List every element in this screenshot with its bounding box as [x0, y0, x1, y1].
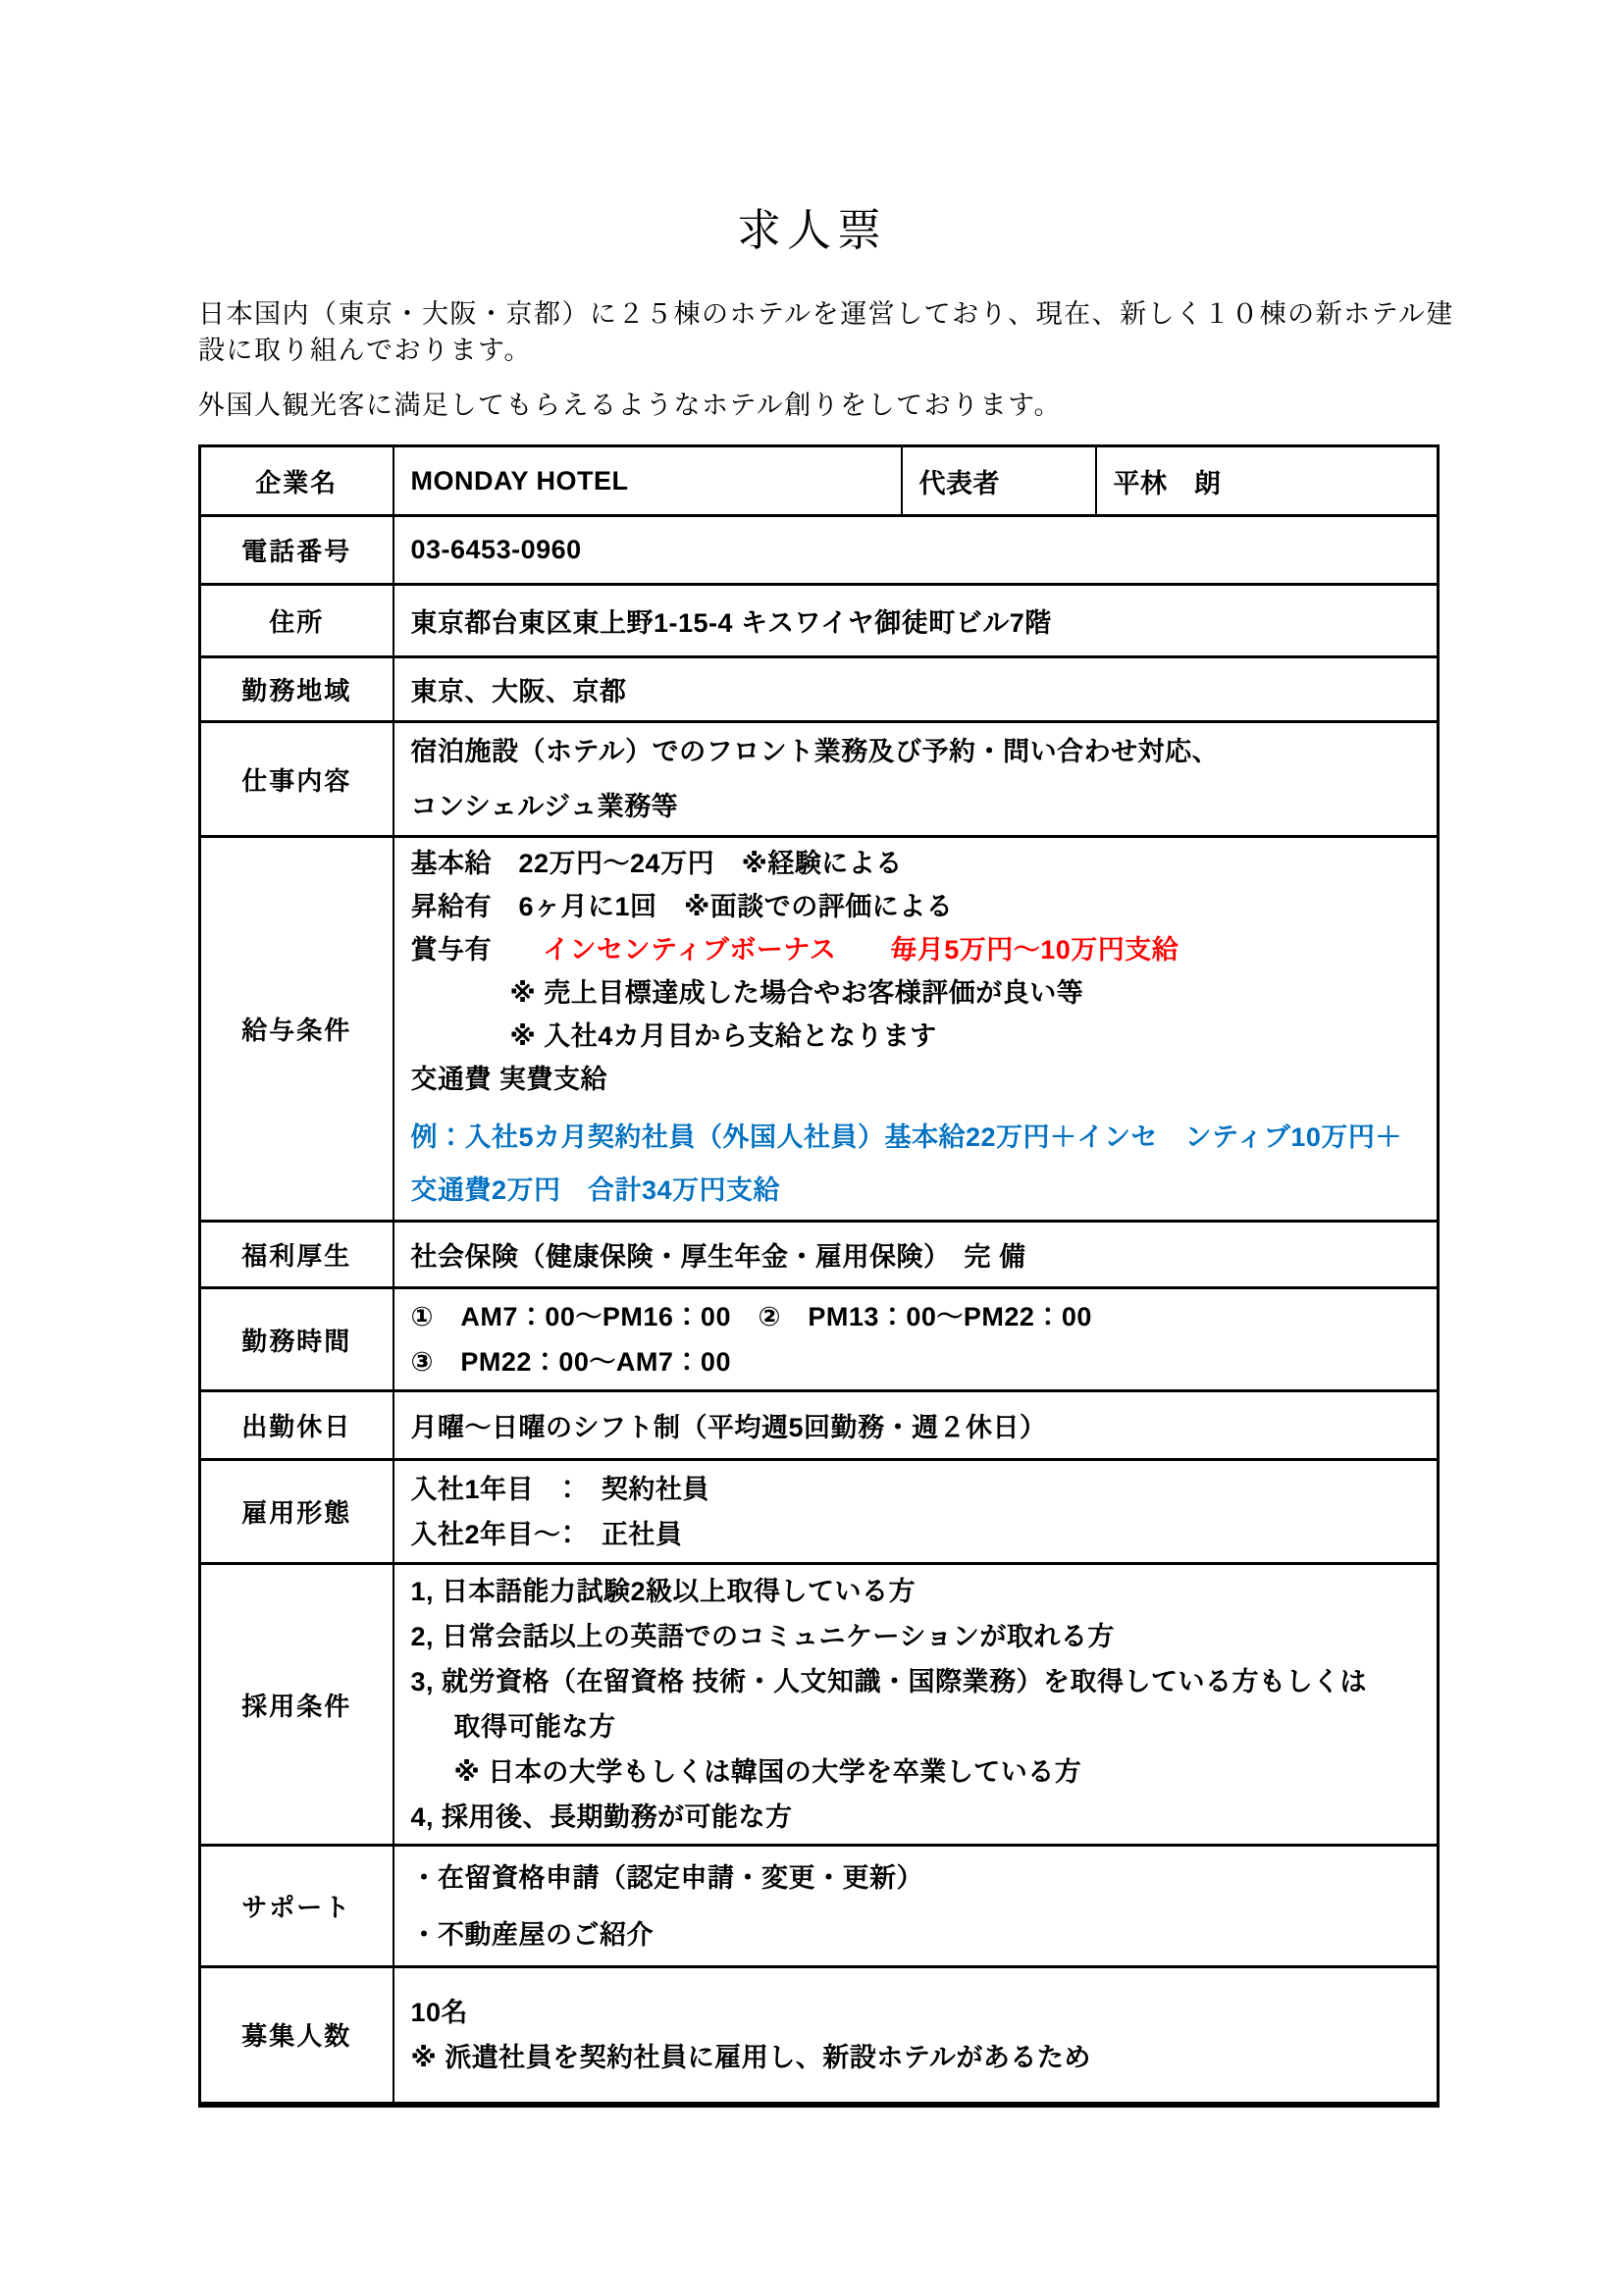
intro-paragraph-1: 日本国内（東京・大阪・京都）に２５棟のホテルを運営しており、現在、新しく１０棟の新ホテル建設に取り組んでおります。: [198, 299, 1454, 365]
support-value: [393, 1846, 1439, 1967]
table-row-welfare: [200, 1222, 1439, 1288]
salary-bonus-prefix: 賞与有: [410, 934, 492, 965]
requirements-item-3: 3, 就労資格（在留資格 技術・人文知識・国際業務）を取得している方もしくは: [410, 1667, 1368, 1696]
job-description-line-1: 宿泊施設（ホテル）でのフロント業務及び予約・問い合わせ対応、: [410, 737, 1220, 766]
salary-bonus-note-2: ※ 入社4カ月目から支給となります: [509, 1020, 937, 1051]
support-label: サポート: [200, 1846, 393, 1967]
table-row-requirements: [200, 1564, 1439, 1846]
employment-type-line-1: 入社1年目 ： 契約社員: [410, 1474, 710, 1504]
support-line-1: ・在留資格申請（認定申請・変更・更新）: [410, 1862, 923, 1893]
table-row-job-description: [200, 722, 1439, 837]
working-hours-value: [393, 1288, 1439, 1391]
phone-value: 03-6453-0960: [393, 516, 1439, 585]
table-row-employment-type: [200, 1460, 1439, 1564]
requirements-value: [393, 1564, 1439, 1846]
work-area-label: 勤務地域: [200, 657, 393, 722]
salary-base-line: 基本給 22万円～24万円 ※経験による: [410, 848, 903, 878]
job-description-line-2: コンシェルジュ業務等: [410, 792, 679, 821]
employment-type-value: [393, 1460, 1439, 1564]
table-row-working-hours: [200, 1288, 1439, 1391]
working-hours-line-2: ③ PM22：00～AM7：00: [410, 1347, 731, 1377]
document-title: 求人票: [736, 205, 887, 256]
salary-transport-line: 交通費 実費支給: [410, 1064, 608, 1094]
table-row-company: [200, 446, 1439, 516]
job-description-label: 仕事内容: [200, 722, 393, 837]
salary-example-line-2: 交通費2万円 合計34万円支給: [410, 1174, 781, 1205]
representative-label: 代表者: [902, 446, 1096, 516]
intro-paragraph-2: 外国人観光客に満足してもらえるようなホテル創りをしております。: [198, 391, 1062, 420]
working-hours-label: 勤務時間: [200, 1288, 393, 1391]
salary-example-block: [411, 1111, 1428, 1217]
salary-label: 給与条件: [200, 837, 393, 1222]
table-row-address: [200, 585, 1439, 657]
work-area-value: 東京、大阪、京都: [393, 657, 1439, 722]
intro-section: [198, 296, 1464, 424]
requirements-item-3-note: ※ 日本の大学もしくは韓国の大学を卒業している方: [453, 1757, 1082, 1787]
recruit-count-value: [393, 1967, 1439, 2105]
employment-type-line-2: 入社2年目～： 正社員: [410, 1519, 683, 1549]
recruit-count-line-2: ※ 派遣社員を契約社員に雇用し、新設ホテルがあるため: [410, 2042, 1091, 2072]
support-line-2: ・不動産屋のご紹介: [410, 1919, 654, 1950]
salary-example-line-1: 例：入社5カ月契約社員（外国人社員）基本給22万円＋インセ ンティブ10万円＋: [410, 1121, 1402, 1152]
employment-type-label: 雇用形態: [200, 1460, 393, 1564]
company-label: 企業名: [200, 446, 393, 516]
requirements-label: 採用条件: [200, 1564, 393, 1846]
table-row-holidays: [200, 1391, 1439, 1460]
holidays-label: 出勤休日: [200, 1391, 393, 1460]
requirements-item-3-continued: 取得可能な方: [453, 1712, 616, 1742]
company-value: MONDAY HOTEL: [393, 446, 902, 516]
job-posting-table: [198, 444, 1440, 2108]
representative-value: 平林 朗: [1096, 446, 1439, 516]
holidays-value: 月曜～日曜のシフト制（平均週5回勤務・週２休日）: [393, 1391, 1439, 1460]
salary-bonus-line: [411, 928, 1428, 971]
address-label: 住所: [200, 585, 393, 657]
address-value: 東京都台東区東上野1-15-4 キスワイヤ御徒町ビル7階: [393, 585, 1439, 657]
salary-value: [393, 837, 1439, 1222]
phone-label: 電話番号: [200, 516, 393, 585]
working-hours-line-1: ① AM7：00～PM16：00 ② PM13：00～PM22：00: [410, 1302, 1092, 1331]
requirements-item-2: 2, 日常会話以上の英語でのコミュニケーションが取れる方: [410, 1622, 1115, 1651]
welfare-label: 福利厚生: [200, 1222, 393, 1288]
job-description-value: [393, 722, 1439, 837]
recruit-count-line-1: 10名: [410, 1997, 469, 2027]
table-row-work-area: [200, 657, 1439, 722]
table-row-phone: [200, 516, 1439, 585]
salary-bonus-note-1: ※ 売上目標達成した場合やお客様評価が良い等: [509, 977, 1084, 1008]
requirements-item-1: 1, 日本語能力試験2級以上取得している方: [410, 1577, 917, 1606]
welfare-value: 社会保険（健康保険・厚生年金・雇用保険） 完 備: [393, 1222, 1439, 1288]
salary-bonus-highlight: インセンティブボーナス 毎月5万円～10万円支給: [543, 934, 1179, 965]
salary-raise-line: 昇給有 6ヶ月に1回 ※面談での評価による: [410, 891, 954, 921]
recruit-count-label: 募集人数: [200, 1967, 393, 2105]
requirements-item-4: 4, 採用後、長期勤務が可能な方: [410, 1802, 793, 1832]
table-row-support: [200, 1846, 1439, 1967]
table-row-recruit-count: [200, 1967, 1439, 2105]
table-row-salary: [200, 837, 1439, 1222]
